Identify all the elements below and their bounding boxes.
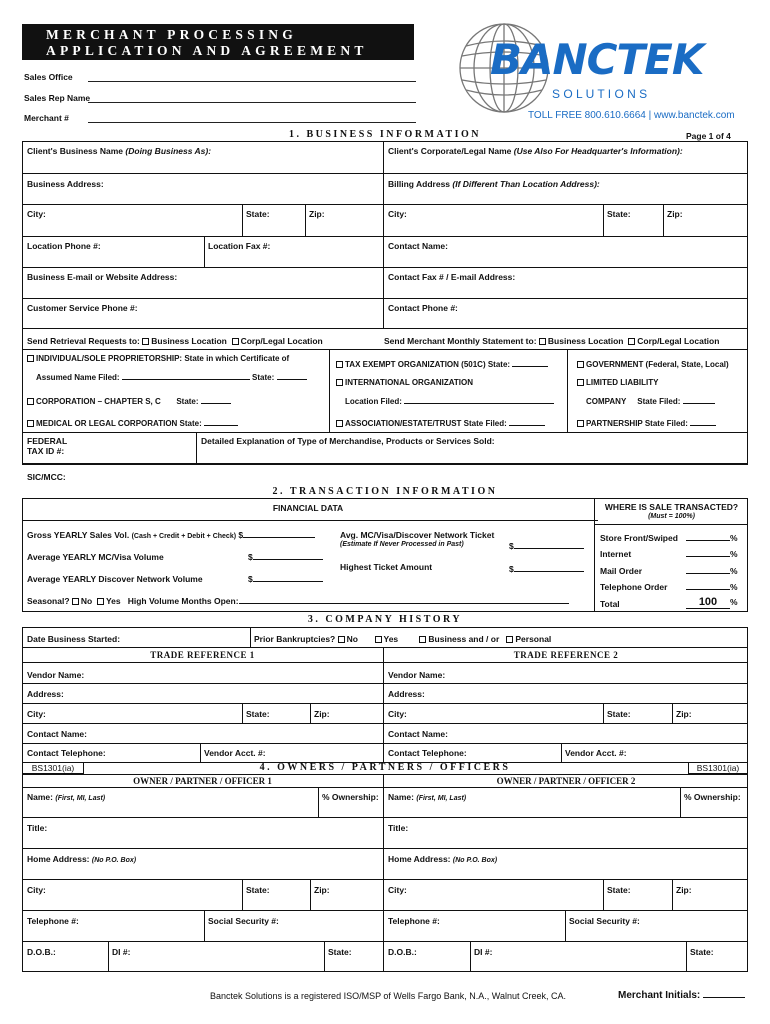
trade-ref-2-title: TRADE REFERENCE 2 xyxy=(513,650,619,660)
trade-ref-1-title: TRADE REFERENCE 1 xyxy=(150,650,255,660)
avg-mc-field[interactable]: $ xyxy=(248,552,323,562)
owner-2-title: OWNER / PARTNER / OFFICER 2 xyxy=(496,776,636,786)
owner-2-dl-state-label: State: xyxy=(690,947,714,957)
llc-option[interactable]: LIMITED LIABILITY xyxy=(577,378,658,387)
owner-1-dob-label: D.O.B.: xyxy=(27,947,56,957)
owner-2-home-label: Home Address: (No P.O. Box) xyxy=(388,854,498,864)
state-1-label: State: xyxy=(246,709,270,719)
dba-label: Client's Business Name (Doing Business As): xyxy=(27,146,212,156)
logo-contact: TOLL FREE 800.610.6664 | www.banctek.com xyxy=(528,110,735,121)
sales-office-field[interactable] xyxy=(24,72,416,82)
store-front-label: Store Front/Swiped xyxy=(600,533,678,543)
owner-2-city-label: City: xyxy=(388,885,407,895)
section-2-title: 2. TRANSACTION INFORMATION xyxy=(272,486,498,497)
retrieval-label: Send Retrieval Requests to: Business Location Corp/Legal Location xyxy=(27,336,323,346)
owner-1-title: OWNER / PARTNER / OFFICER 1 xyxy=(133,776,272,786)
contact-tel-2-label: Contact Telephone: xyxy=(388,748,467,758)
owner-1-dl-state-label: State: xyxy=(328,947,352,957)
association-option[interactable]: ASSOCIATION/ESTATE/TRUST State Filed: xyxy=(336,419,545,428)
owner-1-name-label: Name: (First, MI, Last) xyxy=(27,792,106,802)
vendor-acct-1-label: Vendor Acct. #: xyxy=(204,748,266,758)
highest-ticket-field[interactable]: $ xyxy=(509,564,584,574)
store-front-field[interactable]: % xyxy=(686,533,738,543)
llc-state-field[interactable]: COMPANY State Filed: xyxy=(586,397,715,406)
state-label: State: xyxy=(246,209,270,219)
form-title xyxy=(22,24,414,60)
owner-2-dob-label: D.O.B.: xyxy=(388,947,417,957)
mail-order-label: Mail Order xyxy=(600,566,643,576)
sales-rep-label: Sales Rep Name xyxy=(24,93,91,103)
zip-1-label: Zip: xyxy=(314,709,330,719)
billing-city-label: City: xyxy=(388,209,407,219)
banctek-logo xyxy=(456,22,756,130)
location-fax-label: Location Fax #: xyxy=(208,241,271,251)
avg-discover-field[interactable]: $ xyxy=(248,574,323,584)
detail-label: Detailed Explanation of Type of Merchandise, Products or Services Sold: xyxy=(201,436,495,446)
tax-exempt-option[interactable]: TAX EXEMPT ORGANIZATION (501C) State: xyxy=(336,360,548,369)
estimate-label: (Estimate If Never Processed in Past) xyxy=(340,541,464,548)
sales-office-label: Sales Office xyxy=(24,72,73,82)
owner-1-state-label: State: xyxy=(246,885,270,895)
avg-mc-label: Average YEARLY MC/Visa Volume xyxy=(27,552,164,562)
financial-data-label: FINANCIAL DATA xyxy=(272,503,344,513)
must-label: (Must = 100%) xyxy=(648,513,695,520)
merchant-number-field[interactable] xyxy=(24,113,416,123)
owner-1-zip-label: Zip: xyxy=(314,885,330,895)
monthly-statement-label: Send Merchant Monthly Statement to: Business Location Corp/Legal Location xyxy=(384,336,720,346)
address-2-label: Address: xyxy=(388,689,425,699)
city-label: City: xyxy=(27,209,46,219)
contact-phone-label: Contact Phone #: xyxy=(388,303,458,313)
legal-name-label: Client's Corporate/Legal Name (Use Also For Headquarter's Information): xyxy=(388,146,683,156)
retrieval-corp-checkbox[interactable] xyxy=(232,338,239,345)
location-filed-field[interactable]: Location Filed: xyxy=(345,397,554,406)
statement-business-checkbox[interactable] xyxy=(539,338,546,345)
owner-2-state-label: State: xyxy=(607,885,631,895)
merchant-initials-field[interactable]: Merchant Initials: xyxy=(618,990,745,1001)
owner-2-ownership-label: % Ownership: xyxy=(684,792,741,802)
date-started-label: Date Business Started: xyxy=(27,634,121,644)
merchant-number-label: Merchant # xyxy=(24,113,69,123)
vendor-name-2-label: Vendor Name: xyxy=(388,670,446,680)
contact-tel-1-label: Contact Telephone: xyxy=(27,748,106,758)
owner-1-dl-label: DI #: xyxy=(112,947,131,957)
address-1-label: Address: xyxy=(27,689,64,699)
owner-1-ssn-label: Social Security #: xyxy=(208,916,279,926)
page-number: Page 1 of 4 xyxy=(686,131,731,141)
contact-name-label: Contact Name: xyxy=(388,241,448,251)
tax-id-label: TAX ID #: xyxy=(27,446,65,456)
owner-2-ssn-label: Social Security #: xyxy=(569,916,640,926)
customer-service-label: Customer Service Phone #: xyxy=(27,303,138,313)
contact-name-2-label: Contact Name: xyxy=(388,729,448,739)
city-1-label: City: xyxy=(27,709,46,719)
owner-2-dl-label: DI #: xyxy=(474,947,493,957)
owner-1-title-label: Title: xyxy=(27,823,48,833)
gross-sales-field[interactable]: Gross YEARLY Sales Vol. (Cash + Credit + Debit + Check) $ xyxy=(27,530,315,540)
zip-label: Zip: xyxy=(309,209,325,219)
seasonal-field[interactable]: Seasonal? No Yes High Volume Months Open: xyxy=(27,596,569,606)
billing-zip-label: Zip: xyxy=(667,209,683,219)
owners-grid xyxy=(22,774,748,972)
medical-option[interactable]: MEDICAL OR LEGAL CORPORATION State: xyxy=(27,419,238,428)
state-2-label: State: xyxy=(607,709,631,719)
city-2-label: City: xyxy=(388,709,407,719)
avg-discover-label: Average YEARLY Discover Network Volume xyxy=(27,574,203,584)
sic-label: SIC/MCC: xyxy=(27,472,66,482)
assumed-name-field[interactable]: Assumed Name Filed: State: xyxy=(36,373,307,382)
title-line-1: MERCHANT PROCESSING xyxy=(46,27,297,42)
billing-state-label: State: xyxy=(607,209,631,219)
individual-option[interactable]: INDIVIDUAL/SOLE PROPRIETORSHIP: State in which Certificate of xyxy=(27,354,289,363)
owner-1-ownership-label: % Ownership: xyxy=(322,792,379,802)
avg-ticket-field[interactable]: $ xyxy=(509,541,584,551)
section-1-title: 1. BUSINESS INFORMATION xyxy=(288,129,482,140)
form-code-left: BS1301(ia) xyxy=(22,762,84,774)
internet-label: Internet xyxy=(600,549,632,559)
vendor-acct-2-label: Vendor Acct. #: xyxy=(565,748,627,758)
retrieval-business-checkbox[interactable] xyxy=(142,338,149,345)
owner-1-tel-label: Telephone #: xyxy=(27,916,79,926)
footer-text: Banctek Solutions is a registered ISO/MSP of Wells Fargo Bank, N.A., Walnut Creek, CA. xyxy=(210,991,566,1001)
government-option[interactable]: GOVERNMENT (Federal, State, Local) xyxy=(577,360,729,369)
total-field: 100 % xyxy=(686,596,738,609)
logo-brand: BANCTEK xyxy=(490,35,704,84)
telephone-order-label: Telephone Order xyxy=(600,582,668,592)
owner-1-city-label: City: xyxy=(27,885,46,895)
total-label: Total xyxy=(600,599,620,609)
avg-ticket-label: Avg. MC/Visa/Discover Network Ticket xyxy=(340,530,495,540)
contact-name-1-label: Contact Name: xyxy=(27,729,87,739)
business-address-label: Business Address: xyxy=(27,179,104,189)
where-transacted-label: WHERE IS SALE TRANSACTED? xyxy=(604,502,739,512)
highest-ticket-label: Highest Ticket Amount xyxy=(340,562,433,572)
statement-corp-checkbox[interactable] xyxy=(628,338,635,345)
federal-label: FEDERAL xyxy=(27,436,68,446)
form-code-right: BS1301(ia) xyxy=(688,762,748,774)
section-4-title: 4. OWNERS / PARTNERS / OFFICERS xyxy=(259,762,511,773)
owner-2-title-label: Title: xyxy=(388,823,409,833)
title-line-2: APPLICATION AND AGREEMENT xyxy=(46,43,368,58)
partnership-option[interactable]: PARTNERSHIP State Filed: xyxy=(577,419,716,428)
owner-1-home-label: Home Address: (No P.O. Box) xyxy=(27,854,137,864)
contact-fax-label: Contact Fax # / E-mail Address: xyxy=(388,272,516,282)
vendor-name-1-label: Vendor Name: xyxy=(27,670,85,680)
sales-rep-field[interactable] xyxy=(24,93,416,103)
bankruptcy-field[interactable]: Prior Bankruptcies? No Yes Business and / or Personal xyxy=(254,634,552,644)
mail-order-field[interactable]: % xyxy=(686,566,738,576)
billing-address-label: Billing Address (If Different Than Location Address): xyxy=(388,179,600,189)
zip-2-label: Zip: xyxy=(676,709,692,719)
logo-sub: S O L U T I O N S xyxy=(552,87,648,101)
telephone-order-field[interactable]: % xyxy=(686,582,738,592)
international-option[interactable]: INTERNATIONAL ORGANIZATION xyxy=(336,378,473,387)
internet-field[interactable]: % xyxy=(686,549,738,559)
owner-2-tel-label: Telephone #: xyxy=(388,916,440,926)
location-phone-label: Location Phone #: xyxy=(27,241,101,251)
email-label: Business E-mail or Website Address: xyxy=(27,272,178,282)
owner-2-zip-label: Zip: xyxy=(676,885,692,895)
corporation-option[interactable]: CORPORATION – CHAPTER S, C State: xyxy=(27,397,231,406)
owner-2-name-label: Name: (First, MI, Last) xyxy=(388,792,467,802)
section-3-title: 3. COMPANY HISTORY xyxy=(307,614,463,625)
